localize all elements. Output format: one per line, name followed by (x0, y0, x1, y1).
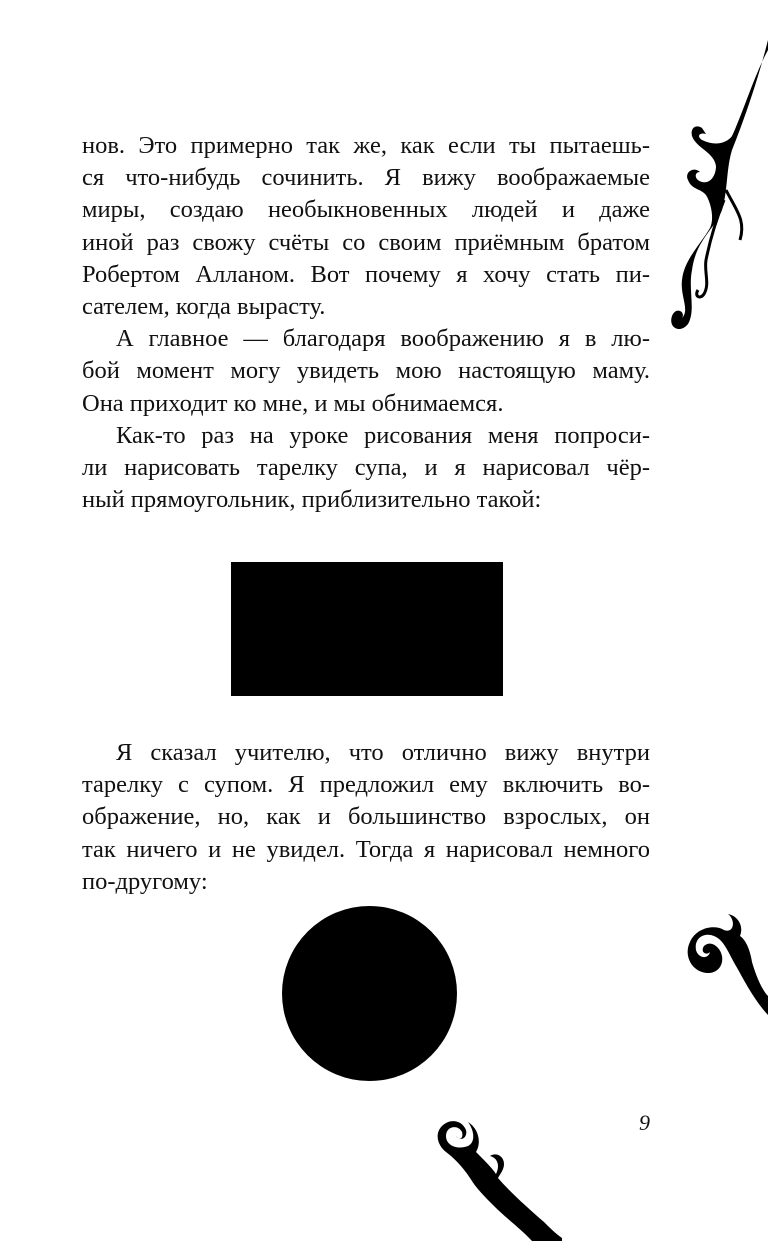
paragraph-2 (82, 323, 650, 420)
text-line: ный прямоугольник, приблизительно такой: (82, 486, 542, 514)
text-line: миры, создаю необыкновенных людей и даже (82, 196, 650, 224)
text-line: ли нарисовать тарелку супа, и я нарисовал чёр- (82, 454, 650, 482)
text-line: ображение, но, как и большинство взрослых, он (82, 803, 650, 831)
paragraph-1 (82, 130, 650, 323)
text-line: ся что-нибудь сочинить. Я вижу воображаемые (82, 164, 650, 192)
black-circle-drawing (282, 906, 457, 1081)
text-line: Я сказал учителю, что отлично вижу внутри (116, 739, 650, 766)
vine-ornament-right-middle (684, 910, 768, 1020)
vine-ornament-top-right (666, 40, 768, 340)
text-line: Робертом Алланом. Вот почему я хочу стать пи- (82, 260, 650, 288)
text-line: иной раз свожу счёты со своим приёмным братом (82, 228, 650, 256)
text-line: тарелку с супом. Я предложил ему включить во- (82, 771, 650, 799)
page-number: 9 (639, 1110, 650, 1135)
paragraph-4 (82, 737, 650, 898)
text-line: бой момент могу увидеть мою настоящую маму. (82, 357, 650, 385)
text-line: нов. Это примерно так же, как если ты пытаешь- (82, 132, 650, 159)
text-line: сателем, когда вырасту. (82, 293, 326, 321)
text-line: по-другому: (82, 867, 208, 895)
text-line: Как-то раз на уроке рисования меня попроси- (116, 421, 650, 449)
black-rectangle-drawing (231, 562, 503, 696)
text-line: Она приходит ко мне, и мы обнимаемся. (82, 389, 504, 417)
text-block-bottom (82, 737, 650, 898)
paragraph-3 (82, 420, 650, 517)
text-line: так ничего и не увидел. Тогда я нарисовал немного (82, 835, 650, 863)
vine-ornament-bottom (432, 1112, 562, 1241)
text-line: А главное — благодаря воображению я в лю- (116, 325, 650, 353)
text-block-top (82, 130, 650, 516)
